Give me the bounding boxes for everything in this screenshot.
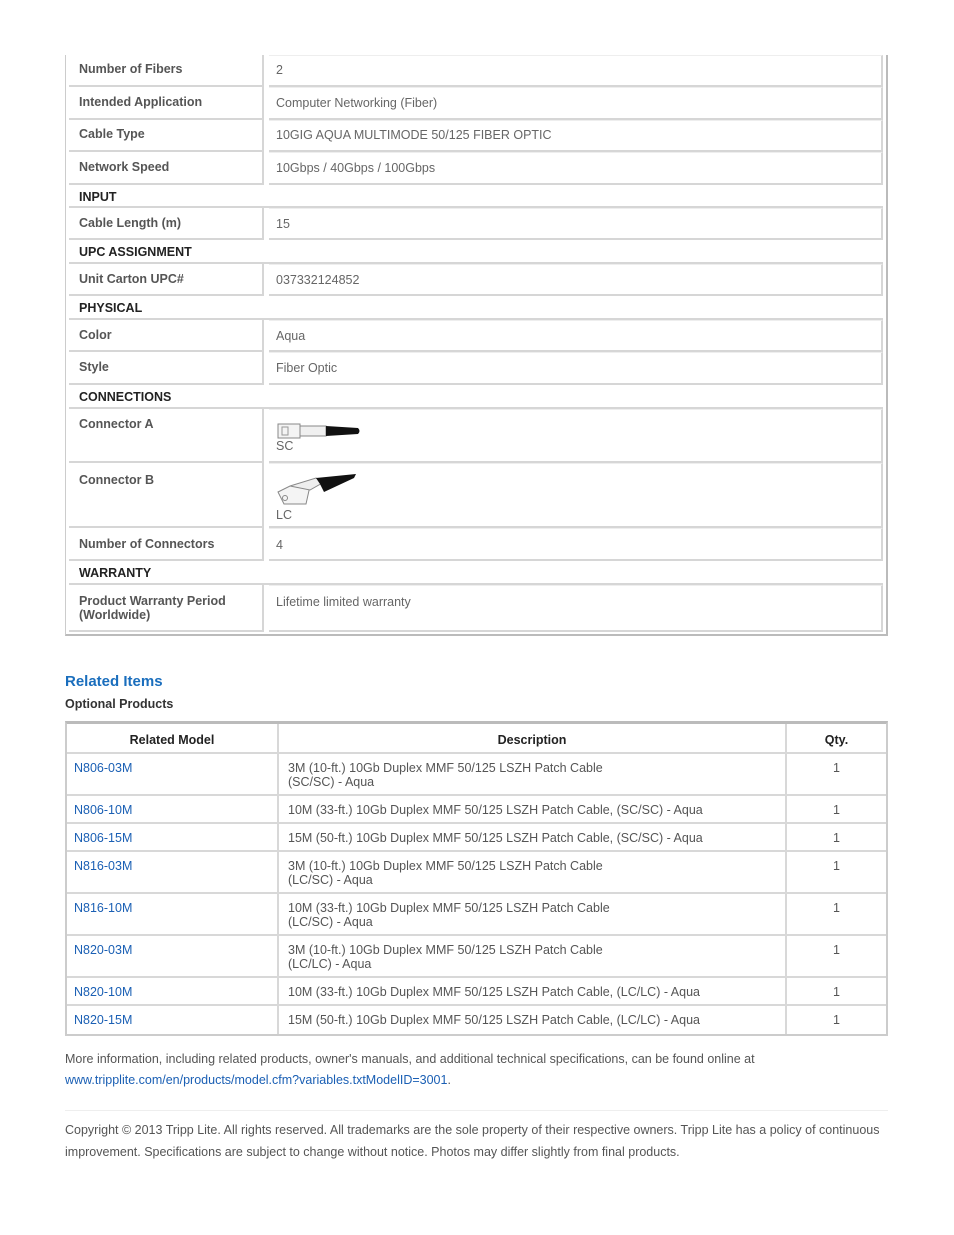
spec-row [66,463,883,528]
spec-label: Cable Type [79,127,145,141]
connector-type: LC [276,508,292,522]
model-link[interactable]: N806-10M [74,803,133,817]
table-row [67,796,886,824]
spec-label: Unit Carton UPC# [79,272,184,286]
table-row [67,824,886,852]
table-row [67,1006,886,1034]
spec-row [66,320,883,352]
table-header-row [67,724,886,754]
section-title: UPC ASSIGNMENT [79,245,192,259]
table-row [67,852,886,894]
product-page-link[interactable]: www.tripplite.com/en/products/model.cfm?variables.txtModelID=3001 [65,1073,448,1087]
column-header-description: Description [497,733,567,747]
section-title: INPUT [79,190,117,204]
model-link[interactable]: N820-15M [74,1013,133,1027]
table-row [67,978,886,1006]
spec-section-header [66,185,883,208]
qty-cell: 1 [833,901,840,915]
spec-row [66,208,883,240]
spec-row [66,352,883,385]
related-items-table [65,721,888,1036]
description-cell: 3M (10-ft.) 10Gb Duplex MMF 50/125 LSZH Patch Cable (SC/SC) - Aqua [288,761,603,789]
spec-section-header [66,296,883,320]
spec-row [66,528,883,561]
spec-row [66,585,883,632]
spec-section-header [66,240,883,264]
copyright-notice: Copyright © 2013 Tripp Lite. All rights reserved. All trademarks are the sole property of their respective owners. Tripp Lite has a policy of continuous improvement. Specifications are subject to change without notice. Photos may differ slightly from final products. [65,1123,880,1159]
spec-label: Style [79,360,109,374]
table-row [67,894,886,936]
description-cell: 15M (50-ft.) 10Gb Duplex MMF 50/125 LSZH Patch Cable, (SC/SC) - Aqua [288,831,703,845]
column-header-qty: Qty. [824,733,849,747]
spec-value: 15 [276,217,290,231]
spec-label: Product Warranty Period (Worldwide) [79,594,226,622]
qty-cell: 1 [833,985,840,999]
table-row [67,754,886,796]
description-cell: 10M (33-ft.) 10Gb Duplex MMF 50/125 LSZH Patch Cable, (LC/LC) - Aqua [288,985,700,999]
spec-label: Number of Connectors [79,537,215,551]
spec-label: Color [79,328,112,342]
spec-row [66,152,883,185]
model-link[interactable]: N806-03M [74,761,133,775]
spec-value: Computer Networking (Fiber) [276,96,438,110]
qty-cell: 1 [833,943,840,957]
table-row [67,936,886,978]
spec-section-header [66,385,883,409]
spec-value: 10GIG AQUA MULTIMODE 50/125 FIBER OPTIC [276,128,552,142]
spec-value: 10Gbps / 40Gbps / 100Gbps [276,161,436,175]
section-title: WARRANTY [79,566,152,580]
spec-label: Number of Fibers [79,62,183,76]
spec-row [66,55,883,87]
description-cell: 15M (50-ft.) 10Gb Duplex MMF 50/125 LSZH Patch Cable, (LC/LC) - Aqua [288,1013,700,1027]
model-link[interactable]: N820-03M [74,943,133,957]
spec-value: Lifetime limited warranty [276,595,411,609]
description-cell: 10M (33-ft.) 10Gb Duplex MMF 50/125 LSZH Patch Cable, (SC/SC) - Aqua [288,803,703,817]
spec-value: 2 [276,63,283,77]
column-header-model: Related Model [129,733,215,747]
spec-label: Connector B [79,473,154,487]
spec-value: Fiber Optic [276,361,338,375]
qty-cell: 1 [833,761,840,775]
connector-type: SC [276,439,294,453]
qty-cell: 1 [833,1013,840,1027]
spec-row [66,409,883,463]
more-info-text: More information, including related products, owner's manuals, and additional technical specifications, can be found online at [65,1052,755,1066]
related-items-heading: Related Items [65,673,163,690]
optional-products-subheading: Optional Products [65,697,174,711]
qty-cell: 1 [833,859,840,873]
link-suffix: . [447,1073,451,1087]
spec-row [66,120,883,152]
description-cell: 3M (10-ft.) 10Gb Duplex MMF 50/125 LSZH Patch Cable (LC/SC) - Aqua [288,859,603,887]
spec-label: Intended Application [79,95,203,109]
lc-connector-icon [276,472,360,506]
model-link[interactable]: N806-15M [74,831,133,845]
model-link[interactable]: N820-10M [74,985,133,999]
spec-section-header [66,561,883,585]
section-title: CONNECTIONS [79,390,172,404]
qty-cell: 1 [833,803,840,817]
specifications-table [65,55,888,636]
spec-row [66,264,883,296]
model-link[interactable]: N816-10M [74,901,133,915]
description-cell: 10M (33-ft.) 10Gb Duplex MMF 50/125 LSZH Patch Cable (LC/SC) - Aqua [288,901,610,929]
more-info-paragraph [65,1049,885,1091]
spec-label: Connector A [79,417,154,431]
qty-cell: 1 [833,831,840,845]
footer-divider [65,1110,888,1111]
spec-value: 037332124852 [276,273,360,287]
spec-value: Aqua [276,329,306,343]
section-title: PHYSICAL [79,301,143,315]
model-link[interactable]: N816-03M [74,859,133,873]
spec-row [66,87,883,120]
spec-label: Network Speed [79,160,170,174]
description-cell: 3M (10-ft.) 10Gb Duplex MMF 50/125 LSZH Patch Cable (LC/LC) - Aqua [288,943,603,971]
spec-label: Cable Length (m) [79,216,182,230]
spec-value: 4 [276,538,283,552]
